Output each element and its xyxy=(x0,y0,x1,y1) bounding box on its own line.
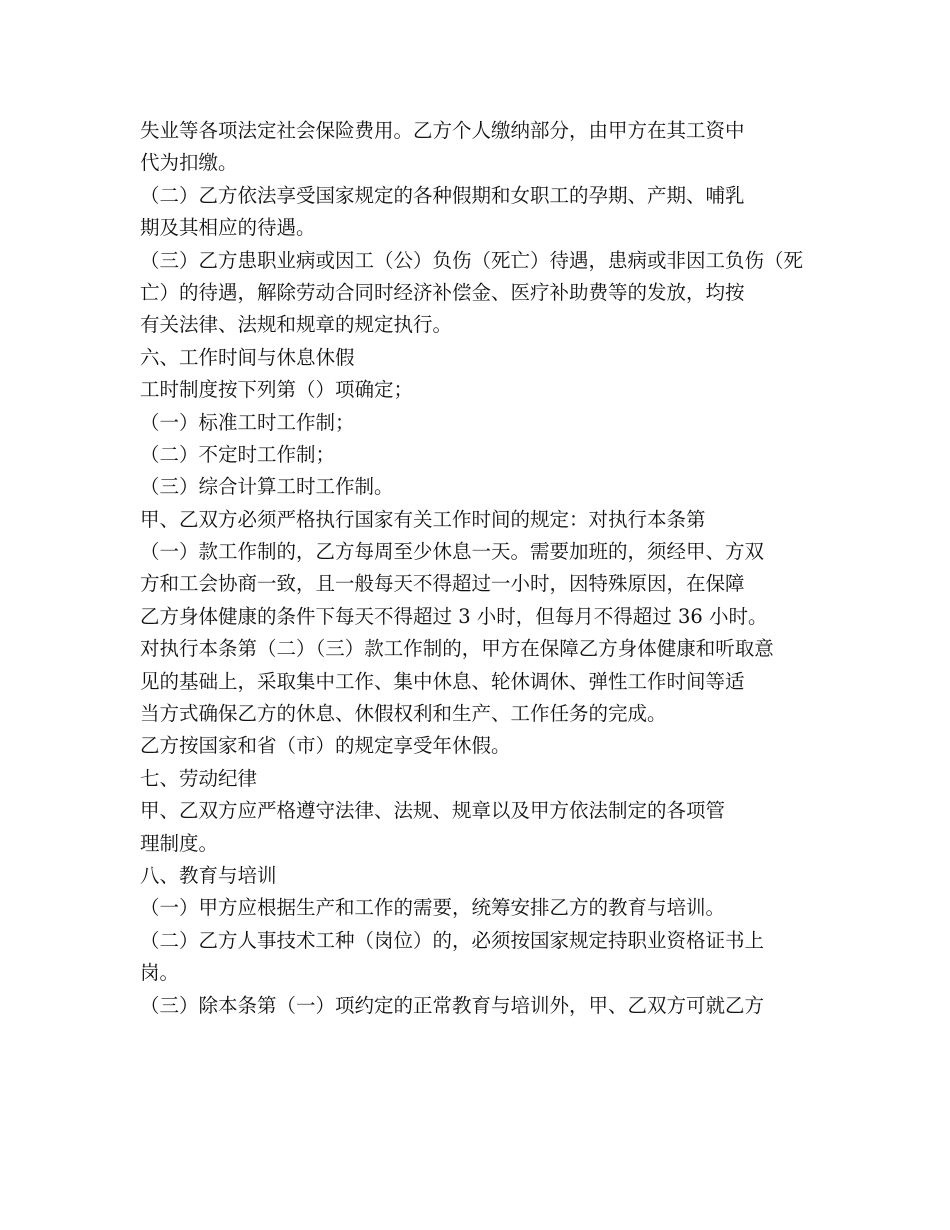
text-line-16: 乙方身体健康的条件下每天不得超过 3 小时，但每月不得超过 36 小时。 xyxy=(140,604,768,628)
section-heading-eight: 八、教育与培训 xyxy=(140,863,277,887)
document-body xyxy=(140,115,830,1022)
text-line-12: （三）综合计算工时工作制。 xyxy=(140,475,394,499)
section-heading-six: 六、工作时间与休息休假 xyxy=(140,345,355,369)
text-line-3: （二）乙方依法享受国家规定的各种假期和女职工的孕期、产期、哺乳 xyxy=(140,183,745,207)
text-line-6: 亡）的待遇，解除劳动合同时经济补偿金、医疗补助费等的发放，均按 xyxy=(140,280,745,304)
text-line-9: 工时制度按下列第（）项确定； xyxy=(140,378,414,402)
text-line-28: （三）除本条第（一）项约定的正常教育与培训外，甲、乙双方可就乙方 xyxy=(140,993,765,1017)
text-line-7: 有关法律、法规和规章的规定执行。 xyxy=(140,313,453,337)
text-line-19: 当方式确保乙方的休息、休假权利和生产、工作任务的完成。 xyxy=(140,702,667,726)
text-line-4: 期及其相应的待遇。 xyxy=(140,216,316,240)
text-line-25: （一）甲方应根据生产和工作的需要，统筹安排乙方的教育与培训。 xyxy=(140,896,726,920)
text-line-1: 失业等各项法定社会保险费用。乙方个人缴纳部分，由甲方在其工资中 xyxy=(140,119,745,142)
text-line-13: 甲、乙双方必须严格执行国家有关工作时间的规定：对执行本条第 xyxy=(140,507,706,531)
text-line-26: （二）乙方人事技术工种（岗位）的，必须按国家规定持职业资格证书上 xyxy=(140,928,765,952)
text-line-14: （一）款工作制的，乙方每周至少休息一天。需要加班的，须经甲、方双 xyxy=(140,540,765,564)
text-line-17: 对执行本条第（二）（三）款工作制的，甲方在保障乙方身体健康和听取意 xyxy=(140,637,774,661)
text-line-18: 见的基础上，采取集中工作、集中休息、轮休调休、弹性工作时间等适 xyxy=(140,669,745,693)
text-line-5: （三）乙方患职业病或因工（公）负伤（死亡）待遇，患病或非因工负伤（死 xyxy=(140,248,804,272)
text-line-20: 乙方按国家和省（市）的规定享受年休假。 xyxy=(140,734,511,758)
section-heading-seven: 七、劳动纪律 xyxy=(140,766,258,790)
text-line-27: 岗。 xyxy=(140,961,180,985)
text-line-11: （二）不定时工作制； xyxy=(140,442,336,466)
text-line-23: 理制度。 xyxy=(140,831,219,855)
text-line-15: 方和工会协商一致，且一般每天不得超过一小时，因特殊原因，在保障 xyxy=(140,572,745,596)
text-line-2: 代为扣缴。 xyxy=(140,151,238,175)
text-line-22: 甲、乙双方应严格遵守法律、法规、规章以及甲方依法制定的各项管 xyxy=(140,799,726,823)
text-line-10: （一）标准工时工作制； xyxy=(140,410,355,434)
